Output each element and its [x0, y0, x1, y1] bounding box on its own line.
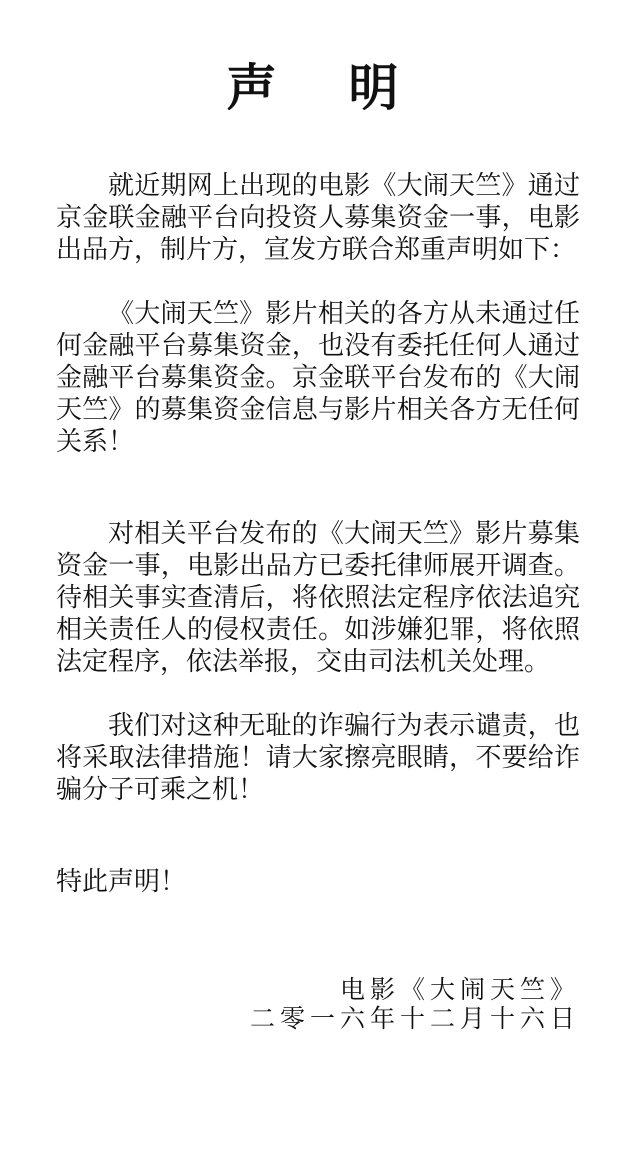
- document-title: 声 明: [226, 59, 410, 117]
- signature-block: [56, 975, 580, 1033]
- paragraph-legal-action: 对相关平台发布的《大闹天竺》影片募集资金一事，电影出品方已委托律师展开调查。待相关事实查清后，将依照法定程序依法追究相关责任人的侵权责任。如涉嫌犯罪，将依照法定程序，依法举报，交由司法机关处理。: [56, 519, 580, 677]
- paragraph-intro: 就近期网上出现的电影《大闹天竺》通过京金联金融平台向投资人募集资金一事，电影出品方，制片方，宣发方联合郑重声明如下：: [56, 171, 580, 265]
- date-line: 二零一六年十二月十六日: [249, 1004, 580, 1033]
- paragraph-denial: 《大闹天竺》影片相关的各方从未通过任何金融平台募集资金，也没有委托任何人通过金融平台募集资金。京金联平台发布的《大闹天竺》的募集资金信息与影片相关各方无任何关系！: [56, 299, 580, 457]
- paragraph-condemnation: 我们对这种无耻的诈骗行为表示谴责，也将采取法律措施！请大家擦亮眼睛，不要给诈骗分子可乘之机！: [56, 711, 580, 805]
- signature-line: 电影《大闹天竺》: [339, 975, 580, 1004]
- closing-statement: 特此声明！: [56, 867, 187, 897]
- statement-document: [0, 61, 630, 1170]
